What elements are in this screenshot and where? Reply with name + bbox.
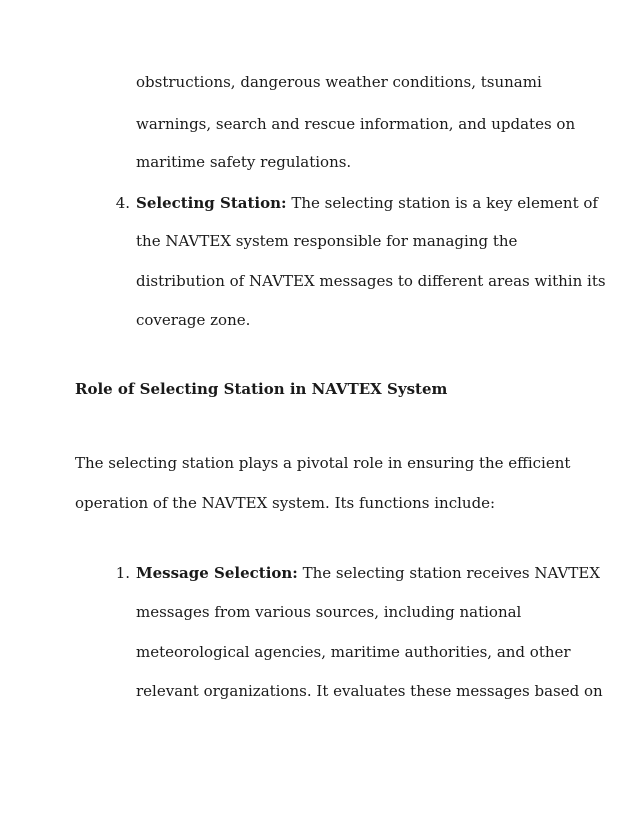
list-item-4-first-line-text: The selecting station is a key element of	[286, 194, 598, 212]
list-item-1-first-line-text: The selecting station receives NAVTEX	[297, 564, 600, 582]
list-item-1-number: 1.	[115, 564, 130, 582]
list-continuation-line-2: warnings, search and rescue information, and updates on	[136, 115, 576, 133]
list-item-4-line-3: distribution of NAVTEX messages to different areas within its	[136, 272, 606, 290]
section-heading: Role of Selecting Station in NAVTEX System	[75, 380, 448, 398]
list-continuation-line-1: obstructions, dangerous weather conditions, tsunami	[136, 73, 542, 91]
list-item-4-first-line	[136, 193, 598, 213]
list-item-1-line-3: meteorological agencies, maritime authorities, and other	[136, 643, 571, 661]
intro-paragraph-line-1: The selecting station plays a pivotal role in ensuring the efficient	[75, 454, 571, 472]
list-item-1-first-line	[136, 563, 600, 583]
list-item-4-term: Selecting Station:	[136, 194, 287, 212]
list-item-1-term: Message Selection:	[136, 564, 298, 582]
list-item-1-line-4: relevant organizations. It evaluates these messages based on	[136, 682, 603, 700]
list-item-1-line-2: messages from various sources, including national	[136, 603, 522, 621]
list-item-4-line-2: the NAVTEX system responsible for managing the	[136, 232, 518, 250]
list-continuation-line-3: maritime safety regulations.	[136, 153, 352, 171]
list-item-4-line-4: coverage zone.	[136, 311, 251, 329]
intro-paragraph-line-2: operation of the NAVTEX system. Its functions include:	[75, 494, 496, 512]
list-item-4-number: 4.	[115, 194, 130, 212]
